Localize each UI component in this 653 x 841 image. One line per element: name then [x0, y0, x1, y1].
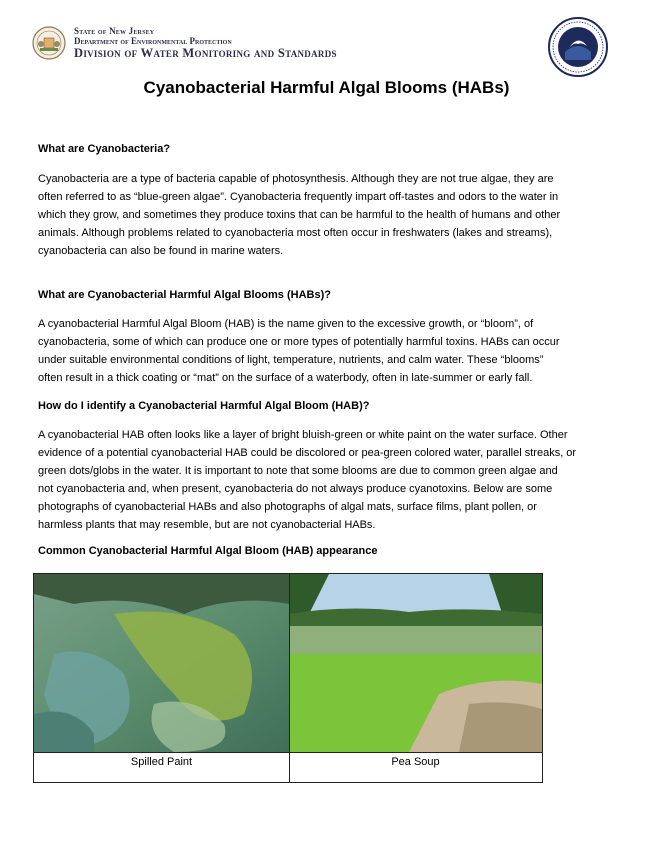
- text-line: under suitable environmental conditions of light, temperature, nutrients, and calm water. These “blooms”: [38, 354, 544, 366]
- photo-spilled-paint: [34, 574, 289, 752]
- section-body-identify: [38, 426, 618, 534]
- text-line: photographs of cyanobacterial HABs and also photographs of algal mats, surface films, plant pollen, or: [38, 501, 537, 513]
- nj-state-seal-icon: [32, 26, 66, 60]
- text-line: cyanobacteria can also be found in marine waters.: [38, 245, 284, 257]
- section-body-habs: [38, 315, 618, 387]
- text-line: A cyanobacterial HAB often looks like a layer of bright bluish-green or white paint on the water surface. Other: [38, 429, 568, 441]
- photo-pea-soup: [289, 574, 542, 752]
- organization-name: [74, 26, 337, 60]
- department-name: Department of Environmental Protection: [74, 36, 232, 46]
- text-line: green dots/globs in the water. It is important to note that some blooms are due to common green algae and: [38, 465, 558, 477]
- section-heading-identify: How do I identify a Cyanobacterial Harmful Algal Bloom (HAB)?: [38, 400, 370, 412]
- table-divider-vertical: [289, 574, 290, 782]
- section-heading-appearance: Common Cyanobacterial Harmful Algal Bloom (HAB) appearance: [38, 545, 378, 557]
- text-line: often result in a thick coating or “mat” on the surface of a waterbody, often in late-summer or early fall.: [38, 372, 533, 384]
- text-line: evidence of a potential cyanobacterial HAB could be discolored or pea-green colored water, parallel streaks, or: [38, 447, 577, 459]
- letterhead: [32, 26, 622, 78]
- caption-spilled-paint: Spilled Paint: [130, 756, 193, 768]
- nj-dep-seal-icon: [547, 16, 609, 78]
- table-divider-horizontal: [34, 752, 542, 753]
- text-line: animals. Although problems related to cyanobacteria most often occur in freshwaters (lakes and streams),: [38, 227, 553, 239]
- page-title: Cyanobacterial Harmful Algal Blooms (HABs): [143, 78, 510, 97]
- section-heading-habs: What are Cyanobacterial Harmful Algal Blooms (HABs)?: [38, 289, 331, 301]
- text-line: cyanobacteria, some of which can produce one or more types of potentially harmful toxins. HABs can occur: [38, 336, 560, 348]
- text-line: not cyanobacteria and, when present, cyanobacteria do not always produce cyanotoxins. Below are some: [38, 483, 553, 495]
- text-line: which they grow, and sometimes they produce toxins that can be harmful to the health of humans and other: [38, 209, 561, 221]
- text-line: A cyanobacterial Harmful Algal Bloom (HAB) is the name given to the excessive growth, or “bloom”, of: [38, 318, 534, 330]
- state-name: State of New Jersey: [74, 26, 155, 36]
- text-line: harmless plants that may resemble, but are not cyanobacterial HABs.: [38, 519, 376, 531]
- photo-table: [33, 573, 543, 783]
- caption-pea-soup: Pea Soup: [391, 756, 440, 768]
- division-name: Division of Water Monitoring and Standards: [74, 46, 337, 60]
- section-heading-cyanobacteria: What are Cyanobacteria?: [38, 143, 171, 155]
- text-line: often referred to as “blue-green algae”. Cyanobacteria frequently impart off-tastes and odors to the water in: [38, 191, 559, 203]
- text-line: Cyanobacteria are a type of bacteria capable of photosynthesis. Although they are not true algae, they are: [38, 173, 554, 185]
- section-body-cyanobacteria: [38, 170, 618, 260]
